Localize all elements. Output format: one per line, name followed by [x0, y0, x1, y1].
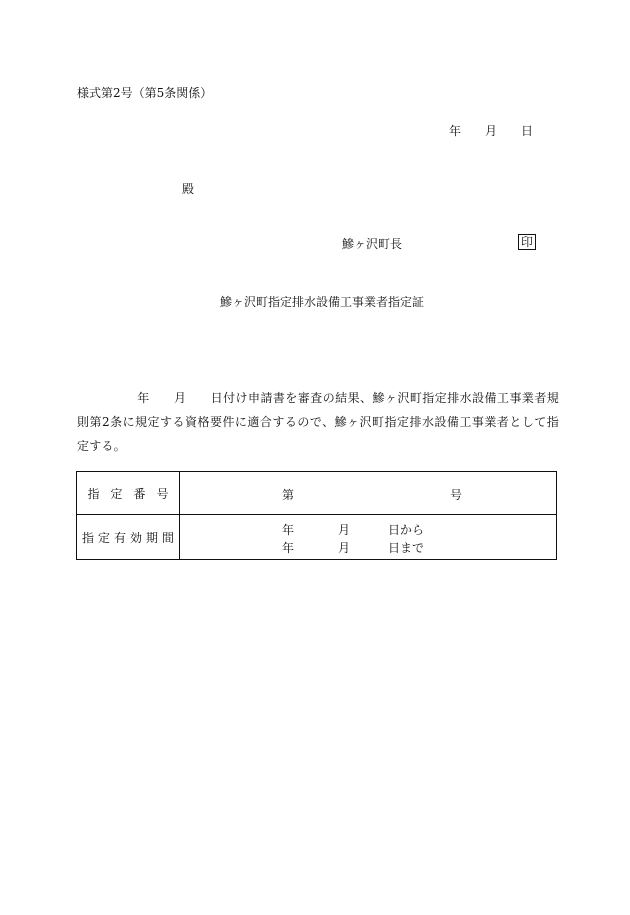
validity-period-value	[180, 515, 557, 560]
document-title: 鰺ヶ沢町指定排水設備工事業者指定証	[220, 295, 425, 309]
number-prefix: 第	[282, 488, 295, 502]
form-number: 様式第2号（第5条関係）	[77, 86, 213, 100]
number-suffix: 号	[450, 488, 463, 502]
date-day-label: 日	[521, 124, 534, 138]
body-month-label: 月	[173, 391, 187, 405]
validity-from-line: 年 月 日から	[282, 523, 425, 537]
issuer-title: 鰺ヶ沢町長	[342, 237, 403, 251]
date-line	[449, 122, 533, 139]
date-month-label: 月	[485, 124, 498, 138]
designation-number-label: 指定番号	[77, 472, 180, 515]
designation-number-row	[77, 472, 557, 515]
body-year-label: 年	[137, 391, 150, 405]
addressee-suffix: 殿	[182, 182, 195, 196]
body-paragraph	[77, 386, 559, 458]
validity-period-row	[77, 515, 557, 560]
designation-table	[76, 471, 557, 560]
seal-mark: 印	[518, 234, 536, 250]
body-text: 日付け申請書を審査の結果、鰺ヶ沢町指定排水設備工事業者規則第2条に規定する資格要件に適合するので、鰺ヶ沢町指定排水設備工事業者として指定する。	[77, 391, 559, 453]
validity-period-label: 指定有効期間	[77, 515, 180, 560]
designation-number-value	[180, 472, 557, 515]
date-year-label: 年	[449, 124, 462, 138]
validity-to-line: 年 月 日まで	[282, 541, 425, 555]
